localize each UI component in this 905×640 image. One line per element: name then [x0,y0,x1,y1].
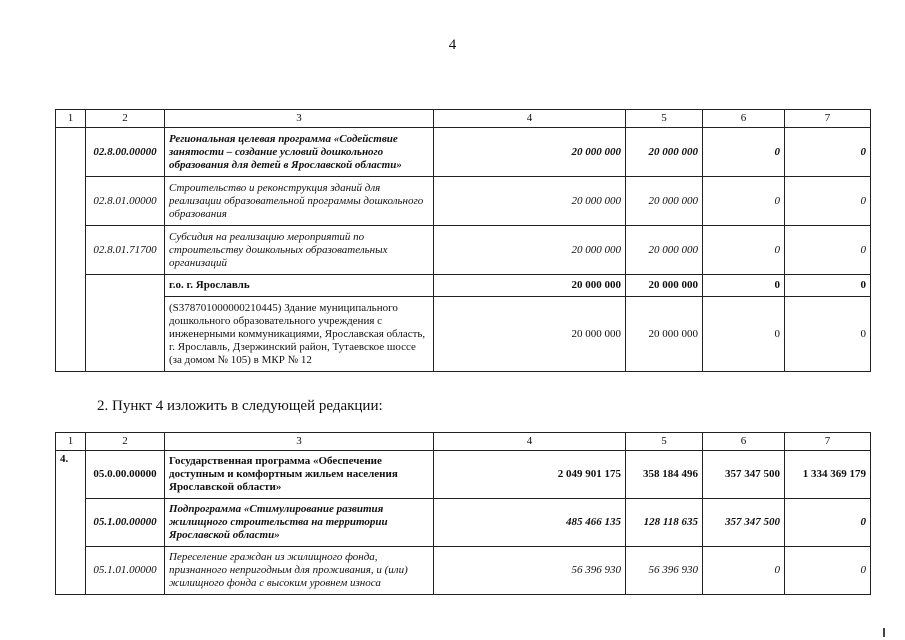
page-number: 4 [448,37,457,53]
amount-cell: 20 000 000 [626,275,703,297]
table-header-row [56,433,871,451]
code-cell: 05.1.01.00000 [86,547,165,595]
row-number-cell [56,297,86,372]
table-row [56,177,871,226]
header-cell: 7 [785,433,871,451]
code-cell: 05.1.00.00000 [86,499,165,547]
name-cell: Строительство и реконструкция зданий для реализации образовательной программы дошкольного образования [165,177,434,226]
code-cell [86,297,165,372]
code-cell: 02.8.00.00000 [86,128,165,177]
name-cell: Подпрограмма «Стимулирование развития жилищного строительства на территории Ярославской области» [165,499,434,547]
amount-cell: 0 [785,547,871,595]
amount-cell: 20 000 000 [626,177,703,226]
header-cell: 2 [86,110,165,128]
amount-cell: 1 334 369 179 [785,451,871,499]
scan-artifact [883,628,885,637]
amount-cell: 20 000 000 [626,297,703,372]
amount-cell: 0 [785,177,871,226]
amount-cell: 20 000 000 [434,297,626,372]
header-cell: 3 [165,433,434,451]
table-row [56,297,871,372]
amount-cell: 0 [785,128,871,177]
amount-cell: 485 466 135 [434,499,626,547]
amount-cell: 0 [703,297,785,372]
amendment-paragraph: 2. Пункт 4 изложить в следующей редакции: [97,398,383,414]
row-number-cell [56,177,86,226]
amount-cell: 357 347 500 [703,499,785,547]
table-row [56,128,871,177]
table-header-row [56,110,871,128]
table-row [56,275,871,297]
amount-cell: 0 [785,275,871,297]
name-cell: Государственная программа «Обеспечение доступным и комфортным жильем населения Ярославской области» [165,451,434,499]
amount-cell: 20 000 000 [434,128,626,177]
code-cell: 02.8.01.00000 [86,177,165,226]
amount-cell: 20 000 000 [626,226,703,275]
header-cell: 1 [56,433,86,451]
name-cell: г.о. г. Ярославль [165,275,434,297]
name-cell: Переселение граждан из жилищного фонда, признанного непригодным для проживания, и (или) жилищного фонда с высоким уровнем износа [165,547,434,595]
row-number-cell [56,226,86,275]
name-cell: (S378701000000210445) Здание муниципального дошкольного образовательного учреждения с инженерными коммуникациями, Ярославская область, г. Ярославль, Дзержинский район, Тутаевское шоссе (за домом № 105) в МКР № 12 [165,297,434,372]
amount-cell: 358 184 496 [626,451,703,499]
row-number-cell [56,128,86,177]
code-cell: 02.8.01.71700 [86,226,165,275]
amount-cell: 20 000 000 [434,177,626,226]
table-row [56,499,871,547]
budget-table-2 [55,432,871,595]
table-row [56,226,871,275]
amount-cell: 0 [703,547,785,595]
amount-cell: 128 118 635 [626,499,703,547]
header-cell: 6 [703,433,785,451]
amount-cell: 0 [785,297,871,372]
row-number-cell [56,547,86,595]
header-cell: 1 [56,110,86,128]
header-cell: 6 [703,110,785,128]
code-cell [86,275,165,297]
amount-cell: 0 [785,226,871,275]
amount-cell: 20 000 000 [434,226,626,275]
header-cell: 4 [434,110,626,128]
amount-cell: 20 000 000 [626,128,703,177]
table-row [56,451,871,499]
amount-cell: 0 [785,499,871,547]
header-cell: 3 [165,110,434,128]
amount-cell: 20 000 000 [434,275,626,297]
amount-cell: 2 049 901 175 [434,451,626,499]
table-row [56,547,871,595]
row-number-cell [56,275,86,297]
amount-cell: 357 347 500 [703,451,785,499]
header-cell: 5 [626,433,703,451]
name-cell: Региональная целевая программа «Содействие занятости – создание условий дошкольного образования для детей в Ярославской области» [165,128,434,177]
amount-cell: 0 [703,128,785,177]
header-cell: 2 [86,433,165,451]
budget-table-1 [55,109,871,372]
row-number-cell [56,499,86,547]
header-cell: 5 [626,110,703,128]
amount-cell: 56 396 930 [434,547,626,595]
header-cell: 4 [434,433,626,451]
amount-cell: 56 396 930 [626,547,703,595]
row-number-cell: 4. [56,451,86,499]
name-cell: Субсидия на реализацию мероприятий по строительству дошкольных образовательных организаций [165,226,434,275]
header-cell: 7 [785,110,871,128]
code-cell: 05.0.00.00000 [86,451,165,499]
amount-cell: 0 [703,177,785,226]
amount-cell: 0 [703,226,785,275]
amount-cell: 0 [703,275,785,297]
